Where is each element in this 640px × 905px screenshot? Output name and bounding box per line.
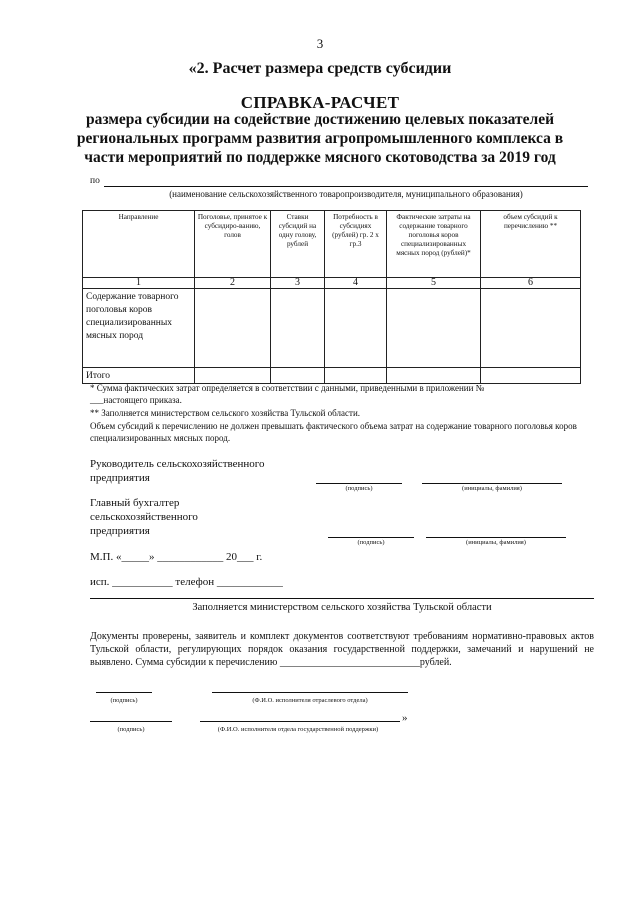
subtitle-line: размера субсидии на содействие достижению целевых показателей xyxy=(85,111,555,128)
table-row xyxy=(83,289,581,368)
ministry-paragraph: Документы проверены, заявитель и комплект документов соответствуют требованиям нормативно-правовых актов Тульской области, регулирующих порядок оказания государственной поддержки, замечаний и нарушений не выявлено. Сумма субсидии к перечислению ____________________________рублей. xyxy=(90,631,594,668)
footnote-1-line: ___настоящего приказа. xyxy=(90,394,182,405)
ministry-name-line[interactable] xyxy=(212,692,408,693)
table-cell[interactable] xyxy=(387,289,481,368)
ministry-signature-caption: (подпись) xyxy=(110,697,138,704)
footnote-1-line: * Сумма фактических затрат определяется в соответствии с данными, приведенными в приложении № xyxy=(90,383,485,393)
by-label: по xyxy=(90,176,100,186)
document-subtitle xyxy=(0,110,640,167)
column-header: объем субсидий к перечислению ** xyxy=(481,211,581,278)
column-number-row xyxy=(83,278,581,289)
column-header: Потребность в субсидиях (рублей) гр. 2 х гр.3 xyxy=(325,211,387,278)
accountant-initials-line[interactable] xyxy=(426,537,566,538)
producer-name-caption: (наименование сельскохозяйственного товаропроизводителя, муниципального образования) xyxy=(169,189,523,199)
column-header: Фактические затраты на содержание товарного поголовья коров специализированных мясных пород (рублей)* xyxy=(387,211,481,278)
signature-caption: (подпись) xyxy=(357,539,385,546)
column-number: 2 xyxy=(195,278,271,289)
accountant-signature-label: Главный бухгалтер сельскохозяйственного предприятия xyxy=(90,497,198,537)
table-cell[interactable] xyxy=(271,368,325,384)
column-header: Ставки субсидий на одну голову, рублей xyxy=(271,211,325,278)
executor-phone-line: исп. ___________ телефон ____________ xyxy=(90,576,283,588)
subsidy-calculation-table xyxy=(82,210,581,384)
ministry-signature-line[interactable] xyxy=(96,692,152,693)
subtitle-line: части мероприятий по поддержке мясного скотоводства за 2019 год xyxy=(84,149,556,166)
page-number: 3 xyxy=(316,36,324,51)
table-cell[interactable] xyxy=(481,289,581,368)
footnote-3: Объем субсидий к перечислению не должен превышать фактического объема затрат на содержание товарного поголовья коров специализированных мясных пород. xyxy=(90,421,577,443)
seal-date-line: М.П. «_____» ____________ 20___ г. xyxy=(90,551,263,563)
table-cell[interactable] xyxy=(387,368,481,384)
total-row xyxy=(83,368,581,384)
ministry-caption: Заполняется министерством сельского хозяйства Тульской области xyxy=(192,602,492,613)
column-header: Поголовье, принятое к субсидиро-ванию, голов xyxy=(195,211,271,278)
table-cell[interactable] xyxy=(325,289,387,368)
support-signature-caption: (подпись) xyxy=(117,726,145,733)
separator-line xyxy=(90,598,594,599)
column-number: 3 xyxy=(271,278,325,289)
signature-caption: (подпись) xyxy=(345,485,373,492)
document-title: СПРАВКА-РАСЧЕТ xyxy=(240,93,400,112)
total-label: Итого xyxy=(83,368,195,384)
column-header: Направление xyxy=(83,211,195,278)
section-title: «2. Расчет размера средств субсидии xyxy=(188,60,452,77)
head-signature-label: Руководитель сельскохозяйственного предприятия xyxy=(90,458,265,484)
column-number: 6 xyxy=(481,278,581,289)
subtitle-line: региональных программ развития агропромышленного комплекса в xyxy=(76,130,564,147)
column-number: 5 xyxy=(387,278,481,289)
closing-quote: » xyxy=(402,712,408,724)
column-number: 4 xyxy=(325,278,387,289)
table-cell[interactable] xyxy=(271,289,325,368)
column-number: 1 xyxy=(83,278,195,289)
support-name-line[interactable] xyxy=(200,721,400,722)
support-signature-line[interactable] xyxy=(90,721,172,722)
table-header-row xyxy=(83,211,581,278)
accountant-signature-line[interactable] xyxy=(328,537,414,538)
head-initials-line[interactable] xyxy=(422,483,562,484)
footnote-1 xyxy=(90,383,594,406)
producer-name-line[interactable] xyxy=(104,186,588,187)
table-cell[interactable] xyxy=(195,368,271,384)
row-label: Содержание товарного поголовья коров специализированных мясных пород xyxy=(83,289,195,368)
head-signature-line[interactable] xyxy=(316,483,402,484)
table-cell[interactable] xyxy=(481,368,581,384)
initials-caption: (инициалы, фамилия) xyxy=(462,485,522,492)
table-cell[interactable] xyxy=(325,368,387,384)
ministry-name-caption: (Ф.И.О. исполнителя отраслевого отдела) xyxy=(252,697,368,704)
footnote-2: ** Заполняется министерством сельского хозяйства Тульской области. xyxy=(90,408,361,418)
table-cell[interactable] xyxy=(195,289,271,368)
support-name-caption: (Ф.И.О. исполнителя отдела государственной поддержки) xyxy=(217,726,379,733)
initials-caption: (инициалы, фамилия) xyxy=(466,539,526,546)
